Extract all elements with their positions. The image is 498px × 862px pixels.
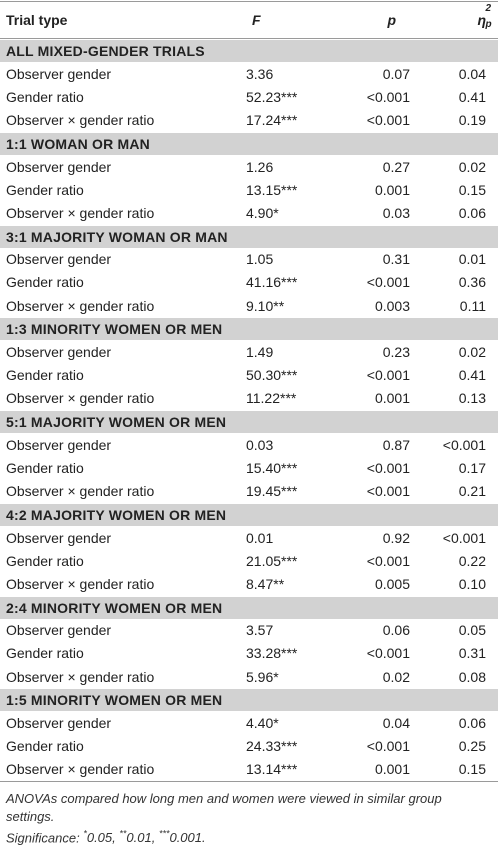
- p-value: 0.005: [374, 575, 410, 592]
- row-label: Observer gender: [6, 622, 112, 639]
- row-label: Observer × gender ratio: [6, 761, 155, 778]
- eta-value: 0.10: [458, 575, 486, 592]
- p-value: 0.31: [382, 251, 410, 268]
- table-row: [0, 735, 498, 758]
- p-value: <0.001: [366, 738, 410, 755]
- header-f: F: [252, 12, 261, 28]
- table-row: [0, 711, 498, 734]
- eta-value: <0.001: [442, 529, 486, 546]
- anova-table: [0, 1, 498, 845]
- table-row: [0, 758, 498, 782]
- section-heading: 1:1 WOMAN OR MAN: [0, 132, 498, 155]
- row-label: Observer gender: [6, 251, 112, 268]
- eta-value: 0.06: [458, 715, 486, 732]
- row-label: Gender ratio: [6, 181, 84, 198]
- section-heading: 1:5 MINORITY WOMEN OR MEN: [0, 688, 498, 711]
- row-label: Observer gender: [6, 158, 112, 175]
- eta-value: 0.11: [459, 297, 486, 314]
- table-row: [0, 201, 498, 224]
- section-heading: 5:1 MAJORITY WOMEN OR MEN: [0, 410, 498, 433]
- f-value: 4.90*: [246, 204, 279, 221]
- table-row: [0, 619, 498, 642]
- f-value: 5.96*: [246, 668, 279, 685]
- header-eta: [410, 3, 492, 30]
- f-value: 13.15***: [246, 181, 298, 198]
- eta-value: 0.41: [458, 367, 486, 384]
- row-label: Gender ratio: [6, 274, 84, 291]
- p-value: <0.001: [366, 552, 410, 569]
- p-value: 0.001: [374, 761, 410, 778]
- f-value: 1.49: [246, 344, 274, 361]
- p-value: 0.92: [382, 529, 410, 546]
- eta-value: 0.05: [458, 622, 486, 639]
- table-row: [0, 480, 498, 503]
- table-row: [0, 109, 498, 132]
- f-value: 19.45***: [246, 483, 298, 500]
- row-label: Observer gender: [6, 65, 112, 82]
- table-row: [0, 155, 498, 178]
- f-value: 8.47**: [246, 575, 285, 592]
- row-label: Gender ratio: [6, 645, 84, 662]
- row-label: Observer × gender ratio: [6, 483, 155, 500]
- significance-value: 0.05: [86, 830, 113, 846]
- p-value: <0.001: [366, 645, 410, 662]
- row-label: Observer gender: [6, 344, 112, 361]
- p-value: 0.87: [382, 436, 410, 453]
- f-value: 1.05: [246, 251, 274, 268]
- table-body: [0, 39, 498, 782]
- p-value: 0.07: [382, 65, 410, 82]
- table-row: [0, 62, 498, 85]
- row-label: Gender ratio: [6, 88, 84, 105]
- f-value: 24.33***: [246, 738, 298, 755]
- eta-value: 0.15: [458, 181, 486, 198]
- p-value: <0.001: [366, 88, 410, 105]
- eta-value: 0.13: [458, 390, 486, 407]
- f-value: 15.40***: [246, 459, 298, 476]
- p-value: 0.03: [382, 204, 410, 221]
- p-value: <0.001: [366, 112, 410, 129]
- f-value: 13.14***: [246, 761, 298, 778]
- f-value: 50.30***: [246, 367, 298, 384]
- eta-value: 0.36: [458, 274, 486, 291]
- eta-value: 0.41: [458, 88, 486, 105]
- eta-symbol: η 2 p: [477, 3, 492, 30]
- eta-value: 0.17: [458, 459, 486, 476]
- f-value: 1.26: [246, 158, 274, 175]
- row-label: Observer × gender ratio: [6, 204, 155, 221]
- f-value: 21.05***: [246, 552, 298, 569]
- p-value: <0.001: [366, 459, 410, 476]
- p-value: 0.23: [382, 344, 410, 361]
- table-header: [0, 1, 498, 39]
- section-heading: 3:1 MAJORITY WOMAN OR MAN: [0, 225, 498, 248]
- significance-value: 0.001: [169, 830, 203, 846]
- header-trial-type: Trial type: [6, 12, 68, 28]
- eta-value: 0.22: [458, 552, 486, 569]
- f-value: 3.57: [246, 622, 274, 639]
- f-value: 9.10**: [246, 297, 285, 314]
- table-row: [0, 387, 498, 410]
- row-label: Gender ratio: [6, 738, 84, 755]
- row-label: Gender ratio: [6, 552, 84, 569]
- f-value: 0.01: [246, 529, 274, 546]
- p-value: 0.27: [382, 158, 410, 175]
- f-value: 52.23***: [246, 88, 298, 105]
- f-value: 4.40*: [246, 715, 279, 732]
- row-label: Observer × gender ratio: [6, 112, 155, 129]
- p-value: 0.02: [382, 668, 410, 685]
- f-value: 11.22***: [246, 390, 297, 407]
- table-row: [0, 572, 498, 595]
- table-row: [0, 549, 498, 572]
- table-row: [0, 526, 498, 549]
- row-label: Observer × gender ratio: [6, 297, 155, 314]
- eta-value: 0.21: [458, 483, 486, 500]
- p-value: 0.06: [382, 622, 410, 639]
- table-row: [0, 665, 498, 688]
- table-row: [0, 248, 498, 271]
- table-row: [0, 271, 498, 294]
- eta-value: 0.04: [458, 65, 486, 82]
- f-value: 41.16***: [246, 274, 298, 291]
- f-value: 0.03: [246, 436, 274, 453]
- row-label: Observer × gender ratio: [6, 668, 155, 685]
- header-p: p: [387, 12, 396, 28]
- eta-value: 0.15: [458, 761, 486, 778]
- p-value: <0.001: [366, 274, 410, 291]
- table-row: [0, 456, 498, 479]
- eta-value: 0.25: [458, 738, 486, 755]
- table-row: [0, 642, 498, 665]
- table-row: [0, 433, 498, 456]
- section-heading: 1:3 MINORITY WOMEN OR MEN: [0, 317, 498, 340]
- table-footnote: ANOVAs compared how long men and women were viewed in similar group settings.: [6, 791, 442, 824]
- section-heading: 4:2 MAJORITY WOMEN OR MEN: [0, 503, 498, 526]
- table-row: [0, 340, 498, 363]
- significance-note: Significance: *0.05, **0.01, ***0.001.: [6, 829, 206, 846]
- p-value: 0.001: [374, 390, 410, 407]
- row-label: Observer gender: [6, 436, 112, 453]
- f-value: 33.28***: [246, 645, 298, 662]
- table-row: [0, 294, 498, 317]
- section-heading: ALL MIXED-GENDER TRIALS: [0, 39, 498, 62]
- significance-stars: **: [119, 829, 127, 839]
- p-value: <0.001: [366, 367, 410, 384]
- eta-value: 0.01: [458, 251, 486, 268]
- row-label: Gender ratio: [6, 459, 84, 476]
- row-label: Observer × gender ratio: [6, 390, 155, 407]
- eta-value: 0.02: [458, 158, 486, 175]
- p-value: 0.001: [374, 181, 410, 198]
- row-label: Observer gender: [6, 529, 112, 546]
- table-row: [0, 178, 498, 201]
- table-row: [0, 364, 498, 387]
- eta-value: 0.06: [458, 204, 486, 221]
- eta-value: 0.08: [458, 668, 486, 685]
- p-value: 0.003: [374, 297, 410, 314]
- row-label: Observer × gender ratio: [6, 575, 155, 592]
- eta-value: 0.02: [458, 344, 486, 361]
- f-value: 3.36: [246, 65, 274, 82]
- eta-value: 0.31: [458, 645, 486, 662]
- f-value: 17.24***: [246, 112, 298, 129]
- significance-value: 0.01: [126, 830, 152, 846]
- row-label: Gender ratio: [6, 367, 84, 384]
- eta-value: <0.001: [442, 436, 486, 453]
- significance-stars: *: [83, 829, 87, 839]
- table-row: [0, 85, 498, 108]
- significance-stars: ***: [158, 829, 170, 839]
- eta-value: 0.19: [458, 112, 486, 129]
- row-label: Observer gender: [6, 715, 112, 732]
- section-heading: 2:4 MINORITY WOMEN OR MEN: [0, 596, 498, 619]
- p-value: <0.001: [366, 483, 410, 500]
- p-value: 0.04: [382, 715, 410, 732]
